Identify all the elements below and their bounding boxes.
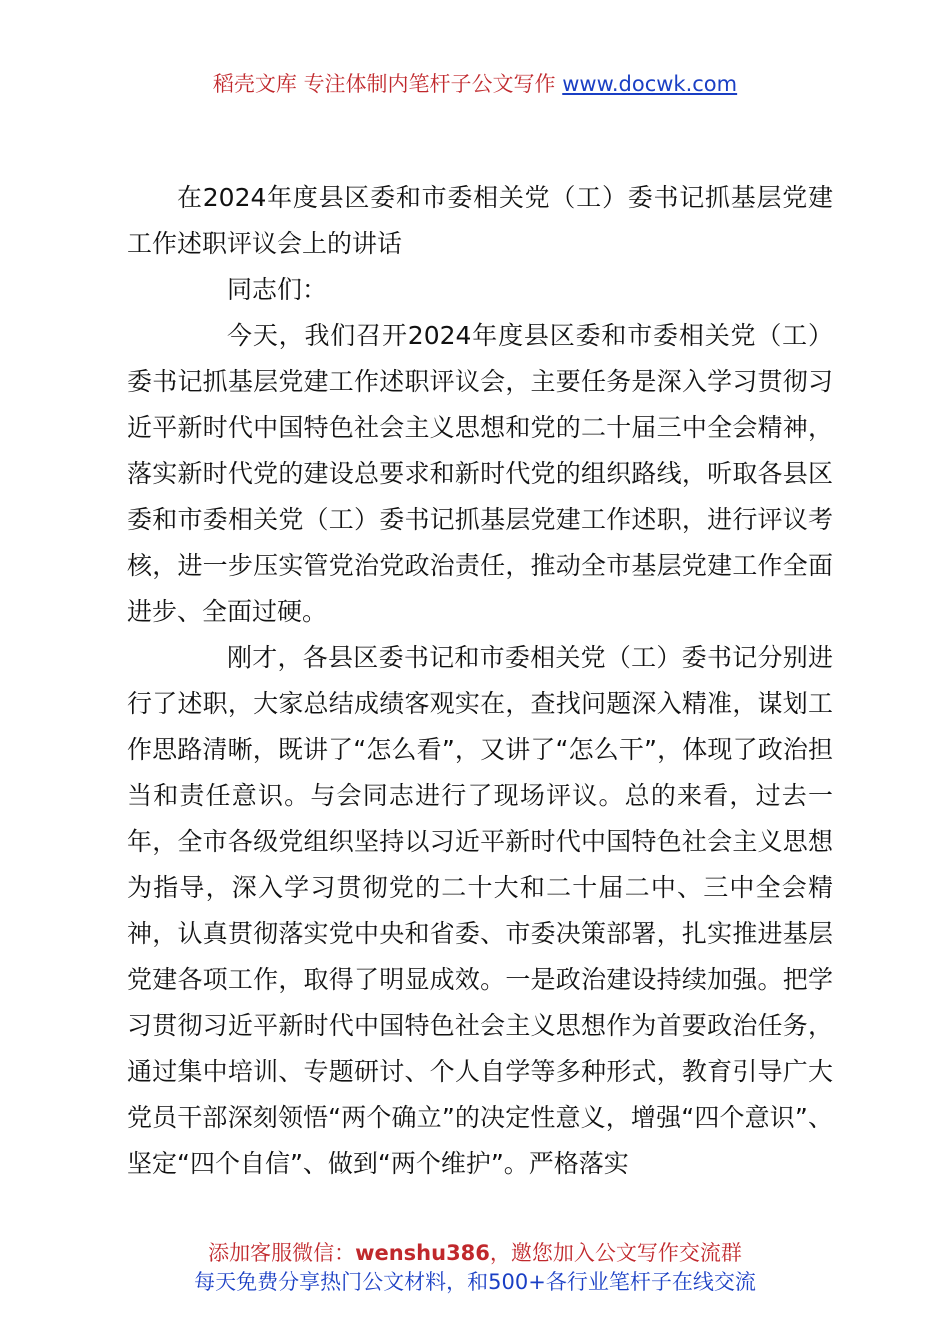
document-title: 在2024年度县区委和市委相关党（工）委书记抓基层党建工作述职评议会上的讲话 [127, 183, 833, 258]
paragraph-2: 刚才，各县区委书记和市委相关党（工）委书记分别进行了述职，大家总结成绩客观实在，查找问题深入精准，谋划工作思路清晰，既讲了“怎么看”，又讲了“怎么干”，体现了政治担当和责任意识。与会同志进行了现场评议。总的来看，过去一年，全市各级党组织坚持以习近平新时代中国特色社会主义思想为指导，深入学习贯彻党的二十大和二十届二中、三中全会精神，认真贯彻落实党中央和省委、市委决策部署，扎实推进基层党建各项工作，取得了明显成效。一是政治建设持续加强。把学习贯彻习近平新时代中国特色社会主义思想作为首要政治任务，通过集中培训、专题研讨、个人自学等多种形式，教育引导广大党员干部深刻领悟“两个确立”的决定性意义，增强“四个意识”、坚定“四个自信”、做到“两个维护”。严格落实 [127, 643, 833, 1178]
brand-slogan: 专注体制内笔杆子公文写作 [303, 72, 556, 96]
paragraph-1: 今天，我们召开2024年度县区委和市委相关党（工）委书记抓基层党建工作述职评议会，主要任务是深入学习贯彻习近平新时代中国特色社会主义思想和党的二十届三中全会精神，落实新时代党的建设总要求和新时代党的组织路线，听取各县区委和市委相关党（工）委书记抓基层党建工作述职，进行评议考核，进一步压实管党治党政治责任，推动全市基层党建工作全面进步、全面过硬。 [127, 321, 833, 626]
site-link[interactable]: www.docwk.com [562, 72, 738, 96]
footer-promo-line: 每天免费分享热门公文材料，和500+各行业笔杆子在线交流 [194, 1270, 756, 1294]
page-header [0, 70, 950, 98]
brand-name: 稻壳文库 [212, 72, 297, 96]
footer-contact-line [0, 1239, 950, 1268]
salutation: 同志们： [227, 275, 328, 304]
document-body [127, 175, 833, 1187]
wechat-id: wenshu386 [355, 1241, 490, 1265]
footer-contact-suffix: ，邀您加入公文写作交流群 [489, 1241, 742, 1265]
footer-contact-prefix: 添加客服微信： [208, 1241, 356, 1265]
page-footer [0, 1239, 950, 1297]
